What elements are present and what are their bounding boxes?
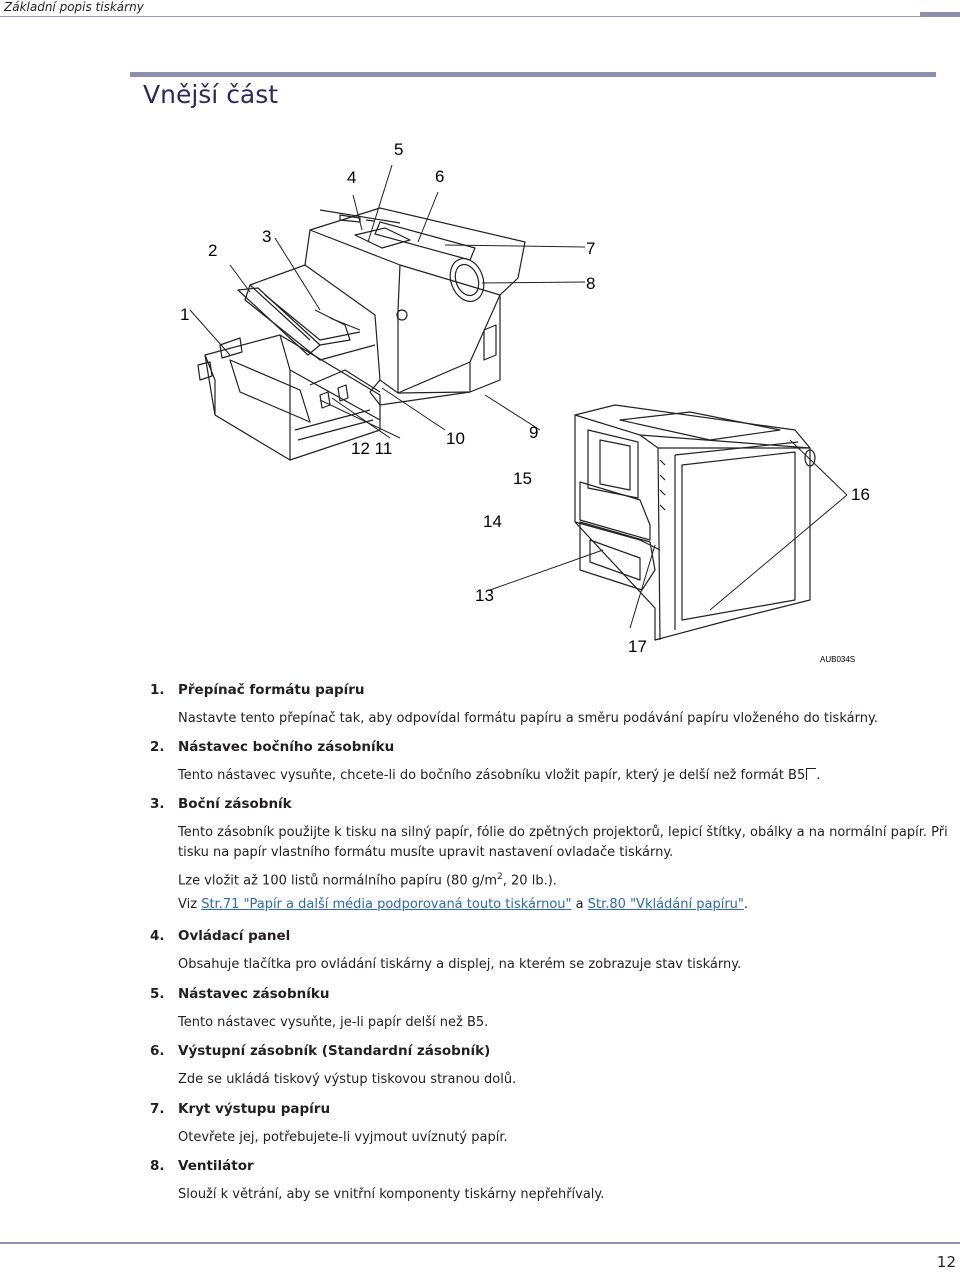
list-item [150, 739, 821, 783]
title-bar [130, 72, 936, 77]
callout-12-11: 12 11 [351, 439, 393, 458]
item-number: 4. [150, 928, 165, 944]
item-heading [150, 739, 394, 755]
top-rule [0, 16, 960, 17]
list-item [150, 682, 878, 726]
capacity-text-end: , 20 lb.). [502, 873, 557, 889]
callout-3: 3 [262, 227, 272, 246]
see-mid: a [571, 897, 588, 912]
item-see-also [178, 896, 748, 914]
item-heading [150, 1043, 490, 1059]
item-number: 1. [150, 682, 165, 698]
leader-lines [190, 165, 847, 628]
item-description-text: Tento nástavec vysuňte, chcete-li do bočního zásobníku vložit papír, který je delší než formát B5 [178, 768, 806, 783]
callout-6: 6 [435, 167, 445, 186]
see-suffix: . [743, 897, 749, 912]
item-title: Ventilátor [178, 1158, 254, 1174]
list-item [150, 796, 948, 912]
callout-5: 5 [394, 140, 404, 159]
page-number: 12 [936, 1253, 956, 1271]
list-item [150, 928, 742, 972]
item-heading [150, 986, 329, 1002]
item-description: Tento nástavec vysuňte, je-li papír delší než B5. [178, 1015, 489, 1030]
callout-17: 17 [628, 637, 647, 656]
item-description [178, 767, 820, 785]
item-description-line-2: tisku na papír vlastního formátu musíte upravit nastavení ovladače tiskárny. [178, 845, 674, 860]
printer-drawing [170, 130, 870, 670]
figure-code: AUB034S [820, 655, 856, 664]
rear-printer-body [575, 405, 815, 640]
item-number: 8. [150, 1158, 165, 1174]
item-number: 6. [150, 1043, 165, 1059]
item-description-line-1: Tento zásobník použijte k tisku na silný papír, fólie do zpětných projektorů, lepicí štítky, obálky a na normální papír. Při [178, 825, 948, 840]
front-printer-body [305, 208, 525, 405]
item-description-end: . [816, 768, 821, 783]
callout-7: 7 [586, 239, 596, 258]
item-title: Kryt výstupu papíru [178, 1101, 331, 1117]
item-description: Obsahuje tlačítka pro ovládání tiskárny a displej, na kterém se zobrazuje stav tiskárny. [178, 957, 742, 972]
printer-illustration [170, 130, 870, 670]
callout-8: 8 [586, 274, 596, 293]
list-item [150, 1101, 508, 1145]
item-title: Výstupní zásobník (Standardní zásobník) [178, 1043, 491, 1059]
see-prefix: Viz [178, 897, 202, 912]
item-description: Nastavte tento přepínač tak, aby odpovídal formátu papíru a směru podávání papíru vloženého do tiskárny. [178, 711, 878, 726]
item-description: Otevřete jej, potřebujete-li vyjmout uvíznutý papír. [178, 1130, 508, 1145]
item-heading [150, 1158, 254, 1174]
list-item [150, 986, 489, 1030]
callout-4: 4 [347, 168, 357, 187]
callout-13: 13 [475, 586, 494, 605]
callout-15: 15 [513, 469, 532, 488]
capacity-text: Lze vložit až 100 listů normálního papíru (80 g/m [178, 873, 498, 889]
callout-1: 1 [180, 305, 190, 324]
item-title: Přepínač formátu papíru [178, 682, 365, 698]
item-number: 2. [150, 739, 165, 755]
running-head: Základní popis tiskárny [4, 0, 144, 14]
link-loading-paper[interactable]: Str.80 "Vkládání papíru" [587, 897, 744, 912]
callout-2: 2 [208, 241, 218, 260]
item-number: 7. [150, 1101, 165, 1117]
item-number: 3. [150, 796, 165, 812]
item-capacity [178, 868, 557, 890]
list-item [150, 1158, 605, 1202]
page-title: Vnější část [143, 80, 279, 109]
item-title: Nástavec bočního zásobníku [178, 739, 395, 755]
link-paper-media[interactable]: Str.71 "Papír a další média podporovaná touto tiskárnou" [201, 897, 572, 912]
portrait-orientation-icon [806, 768, 816, 780]
list-item [150, 1043, 517, 1087]
item-heading [150, 1101, 330, 1117]
item-description: Slouží k větrání, aby se vnitřní komponenty tiskárny nepřehřívaly. [178, 1187, 605, 1202]
callout-16: 16 [851, 485, 870, 504]
callout-9: 9 [529, 423, 539, 442]
item-title: Ovládací panel [178, 928, 291, 944]
item-number: 5. [150, 986, 165, 1002]
item-description: Zde se ukládá tiskový výstup tiskovou stranou dolů. [178, 1072, 517, 1087]
item-title: Boční zásobník [178, 796, 292, 812]
item-heading [150, 928, 290, 944]
item-heading [150, 682, 365, 698]
bypass-tray [238, 265, 375, 360]
item-heading [150, 796, 292, 812]
top-rule-accent [920, 12, 960, 17]
item-title: Nástavec zásobníku [178, 986, 330, 1002]
capacity-superscript: 2 [497, 872, 503, 882]
callout-10: 10 [446, 429, 465, 448]
callout-14: 14 [483, 512, 502, 531]
bottom-rule [0, 1242, 960, 1244]
